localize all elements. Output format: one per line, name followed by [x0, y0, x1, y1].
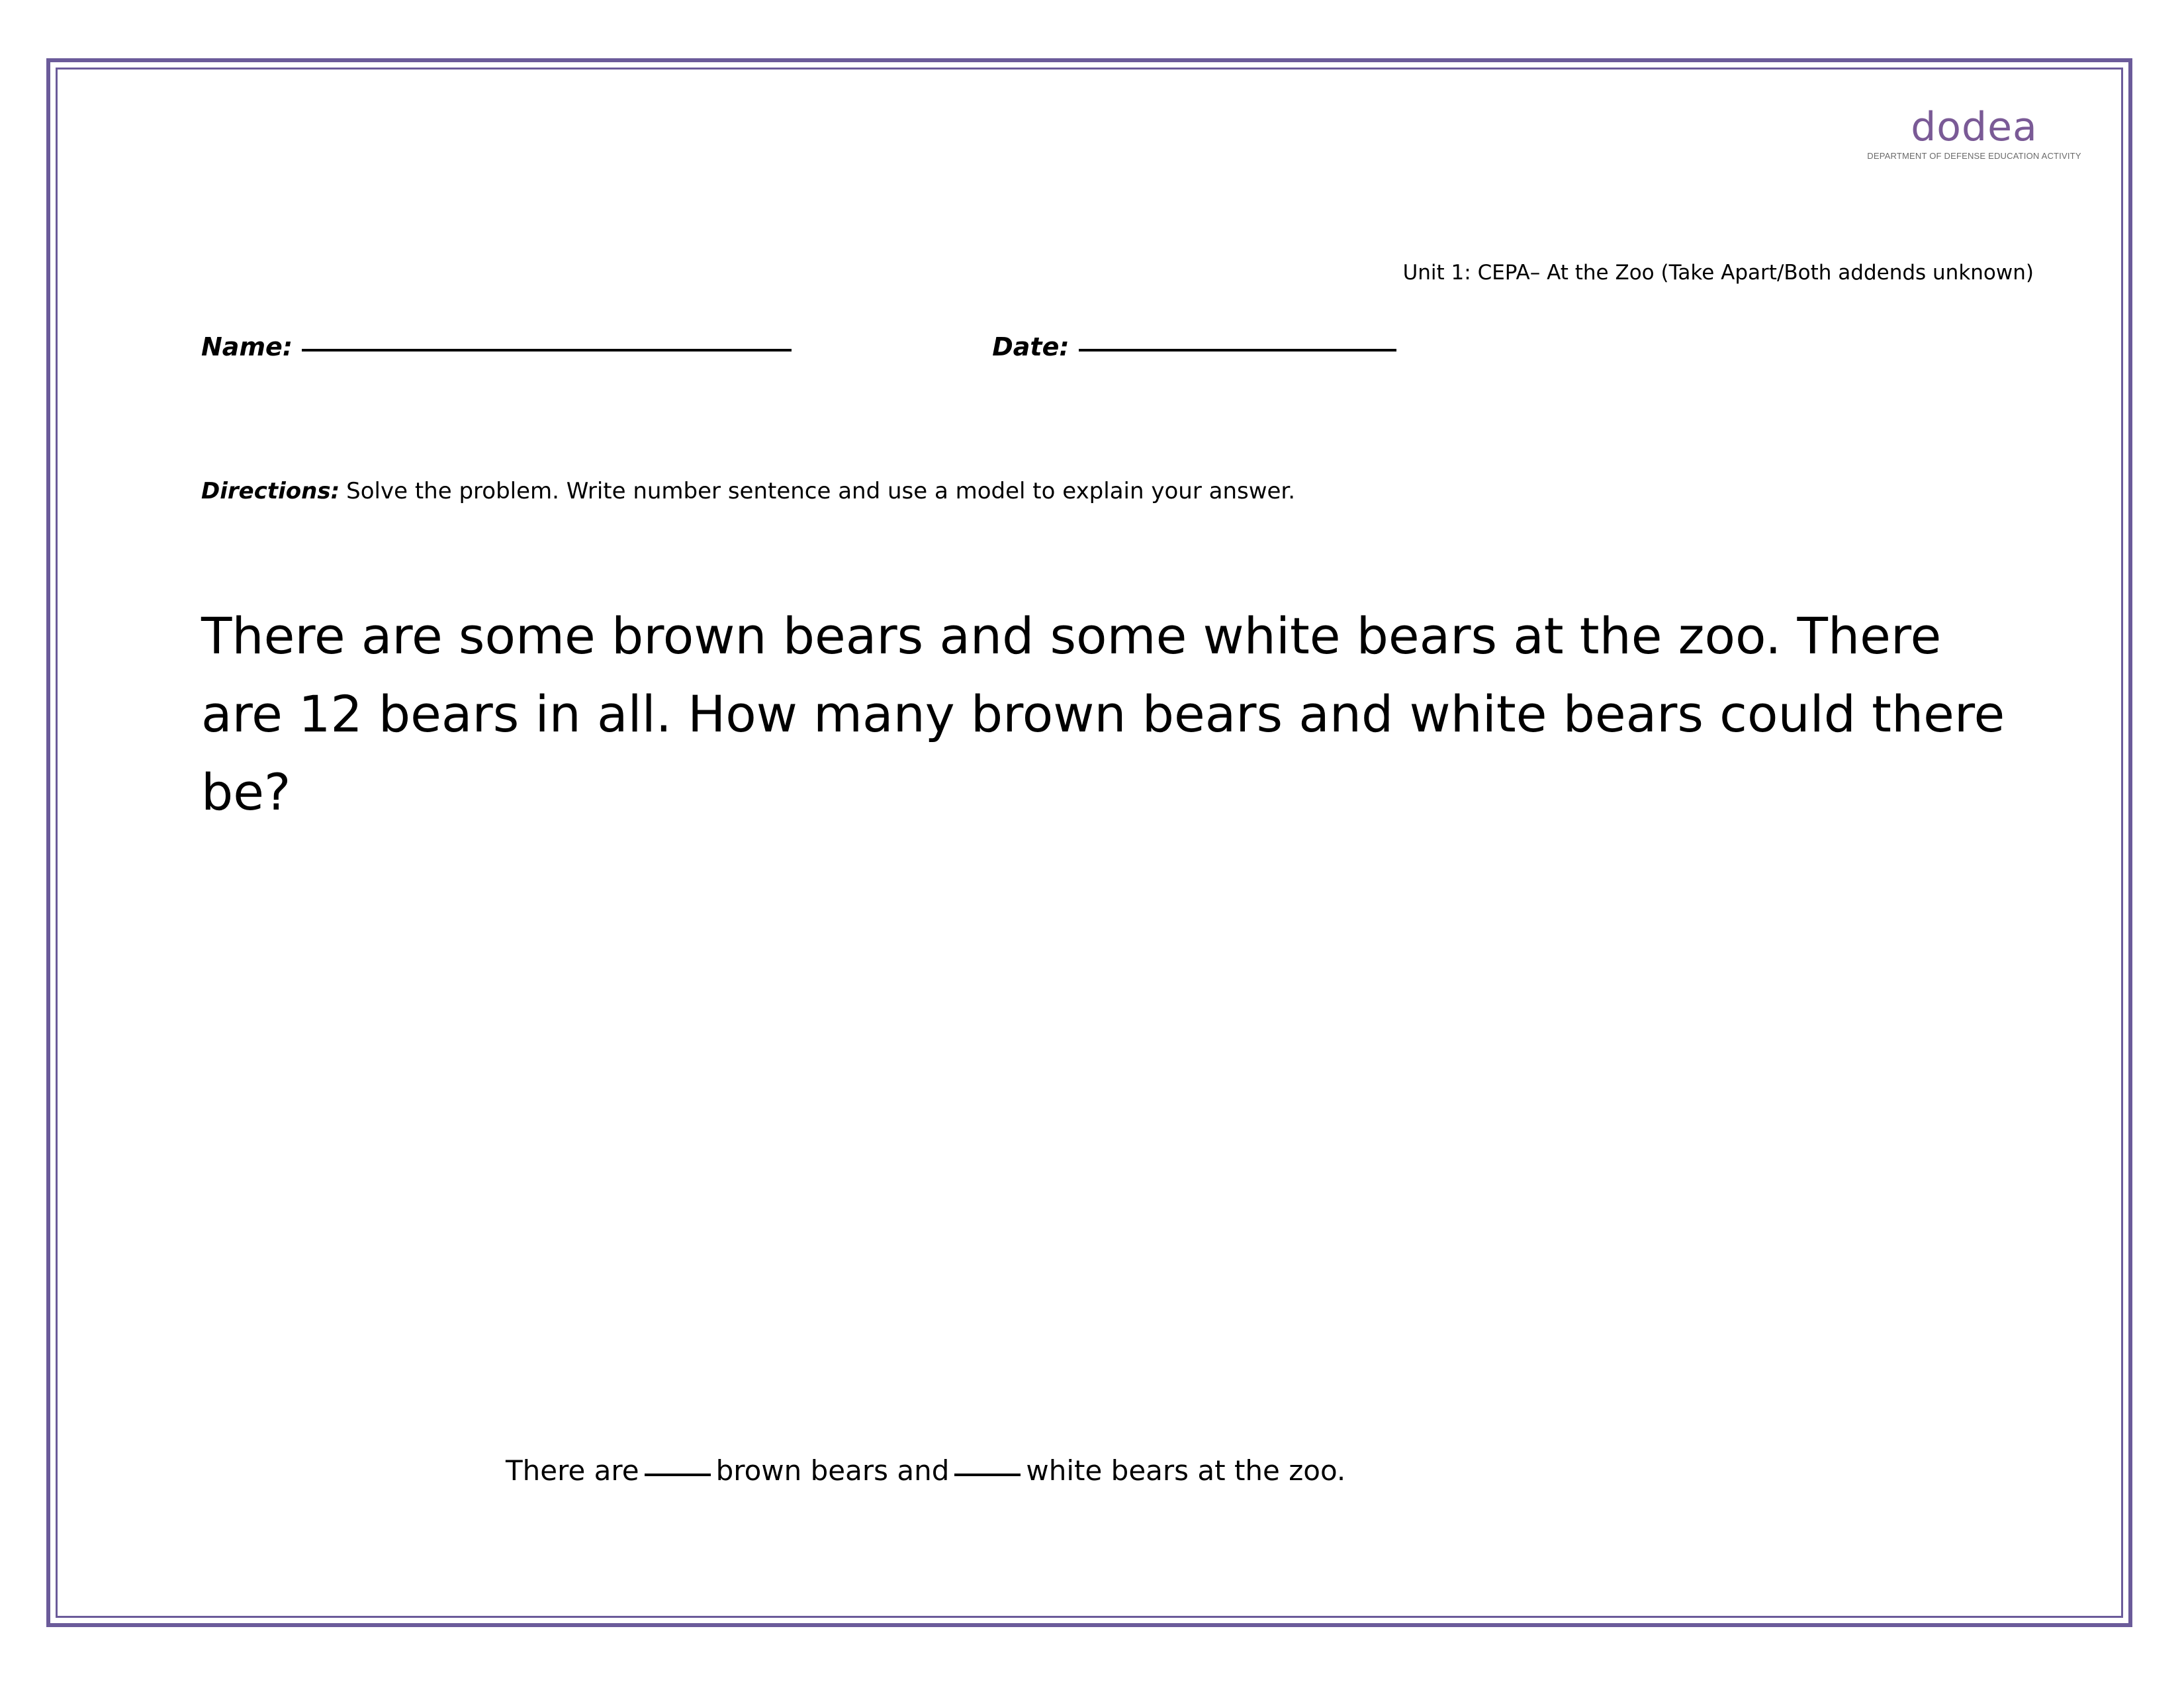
date-label: Date: [992, 332, 1069, 361]
unit-header-text: Unit 1: CEPA– At the Zoo (Take Apart/Both addends unknown) [1402, 261, 2034, 285]
answer-text-part1: There are [506, 1454, 639, 1487]
answer-text-part2: brown bears and [715, 1454, 950, 1487]
directions-row [201, 478, 1295, 504]
dodea-logo [1865, 104, 2083, 161]
answer-blank-white[interactable] [954, 1473, 1021, 1476]
name-date-row [201, 332, 1856, 361]
directions-text: Solve the problem. Write number sentence and use a model to explain your answer. [346, 478, 1296, 504]
directions-label: Directions: [201, 478, 340, 504]
worksheet-content [56, 68, 2123, 1618]
answer-sentence [506, 1454, 1345, 1487]
answer-blank-brown[interactable] [645, 1473, 711, 1476]
name-label: Name: [201, 332, 293, 361]
date-input-blank[interactable] [1079, 348, 1396, 352]
date-group [992, 332, 1396, 361]
problem-statement: There are some brown bears and some white bears at the zoo. There are 12 bears in all. How many brown bears and white bears could there be? [201, 606, 2005, 821]
name-input-blank[interactable] [302, 348, 792, 352]
dodea-logo-subtitle: DEPARTMENT OF DEFENSE EDUCATION ACTIVITY [1867, 151, 2081, 161]
dodea-wordmark: dodea [1911, 104, 2038, 150]
answer-text-part3: white bears at the zoo. [1026, 1454, 1346, 1487]
